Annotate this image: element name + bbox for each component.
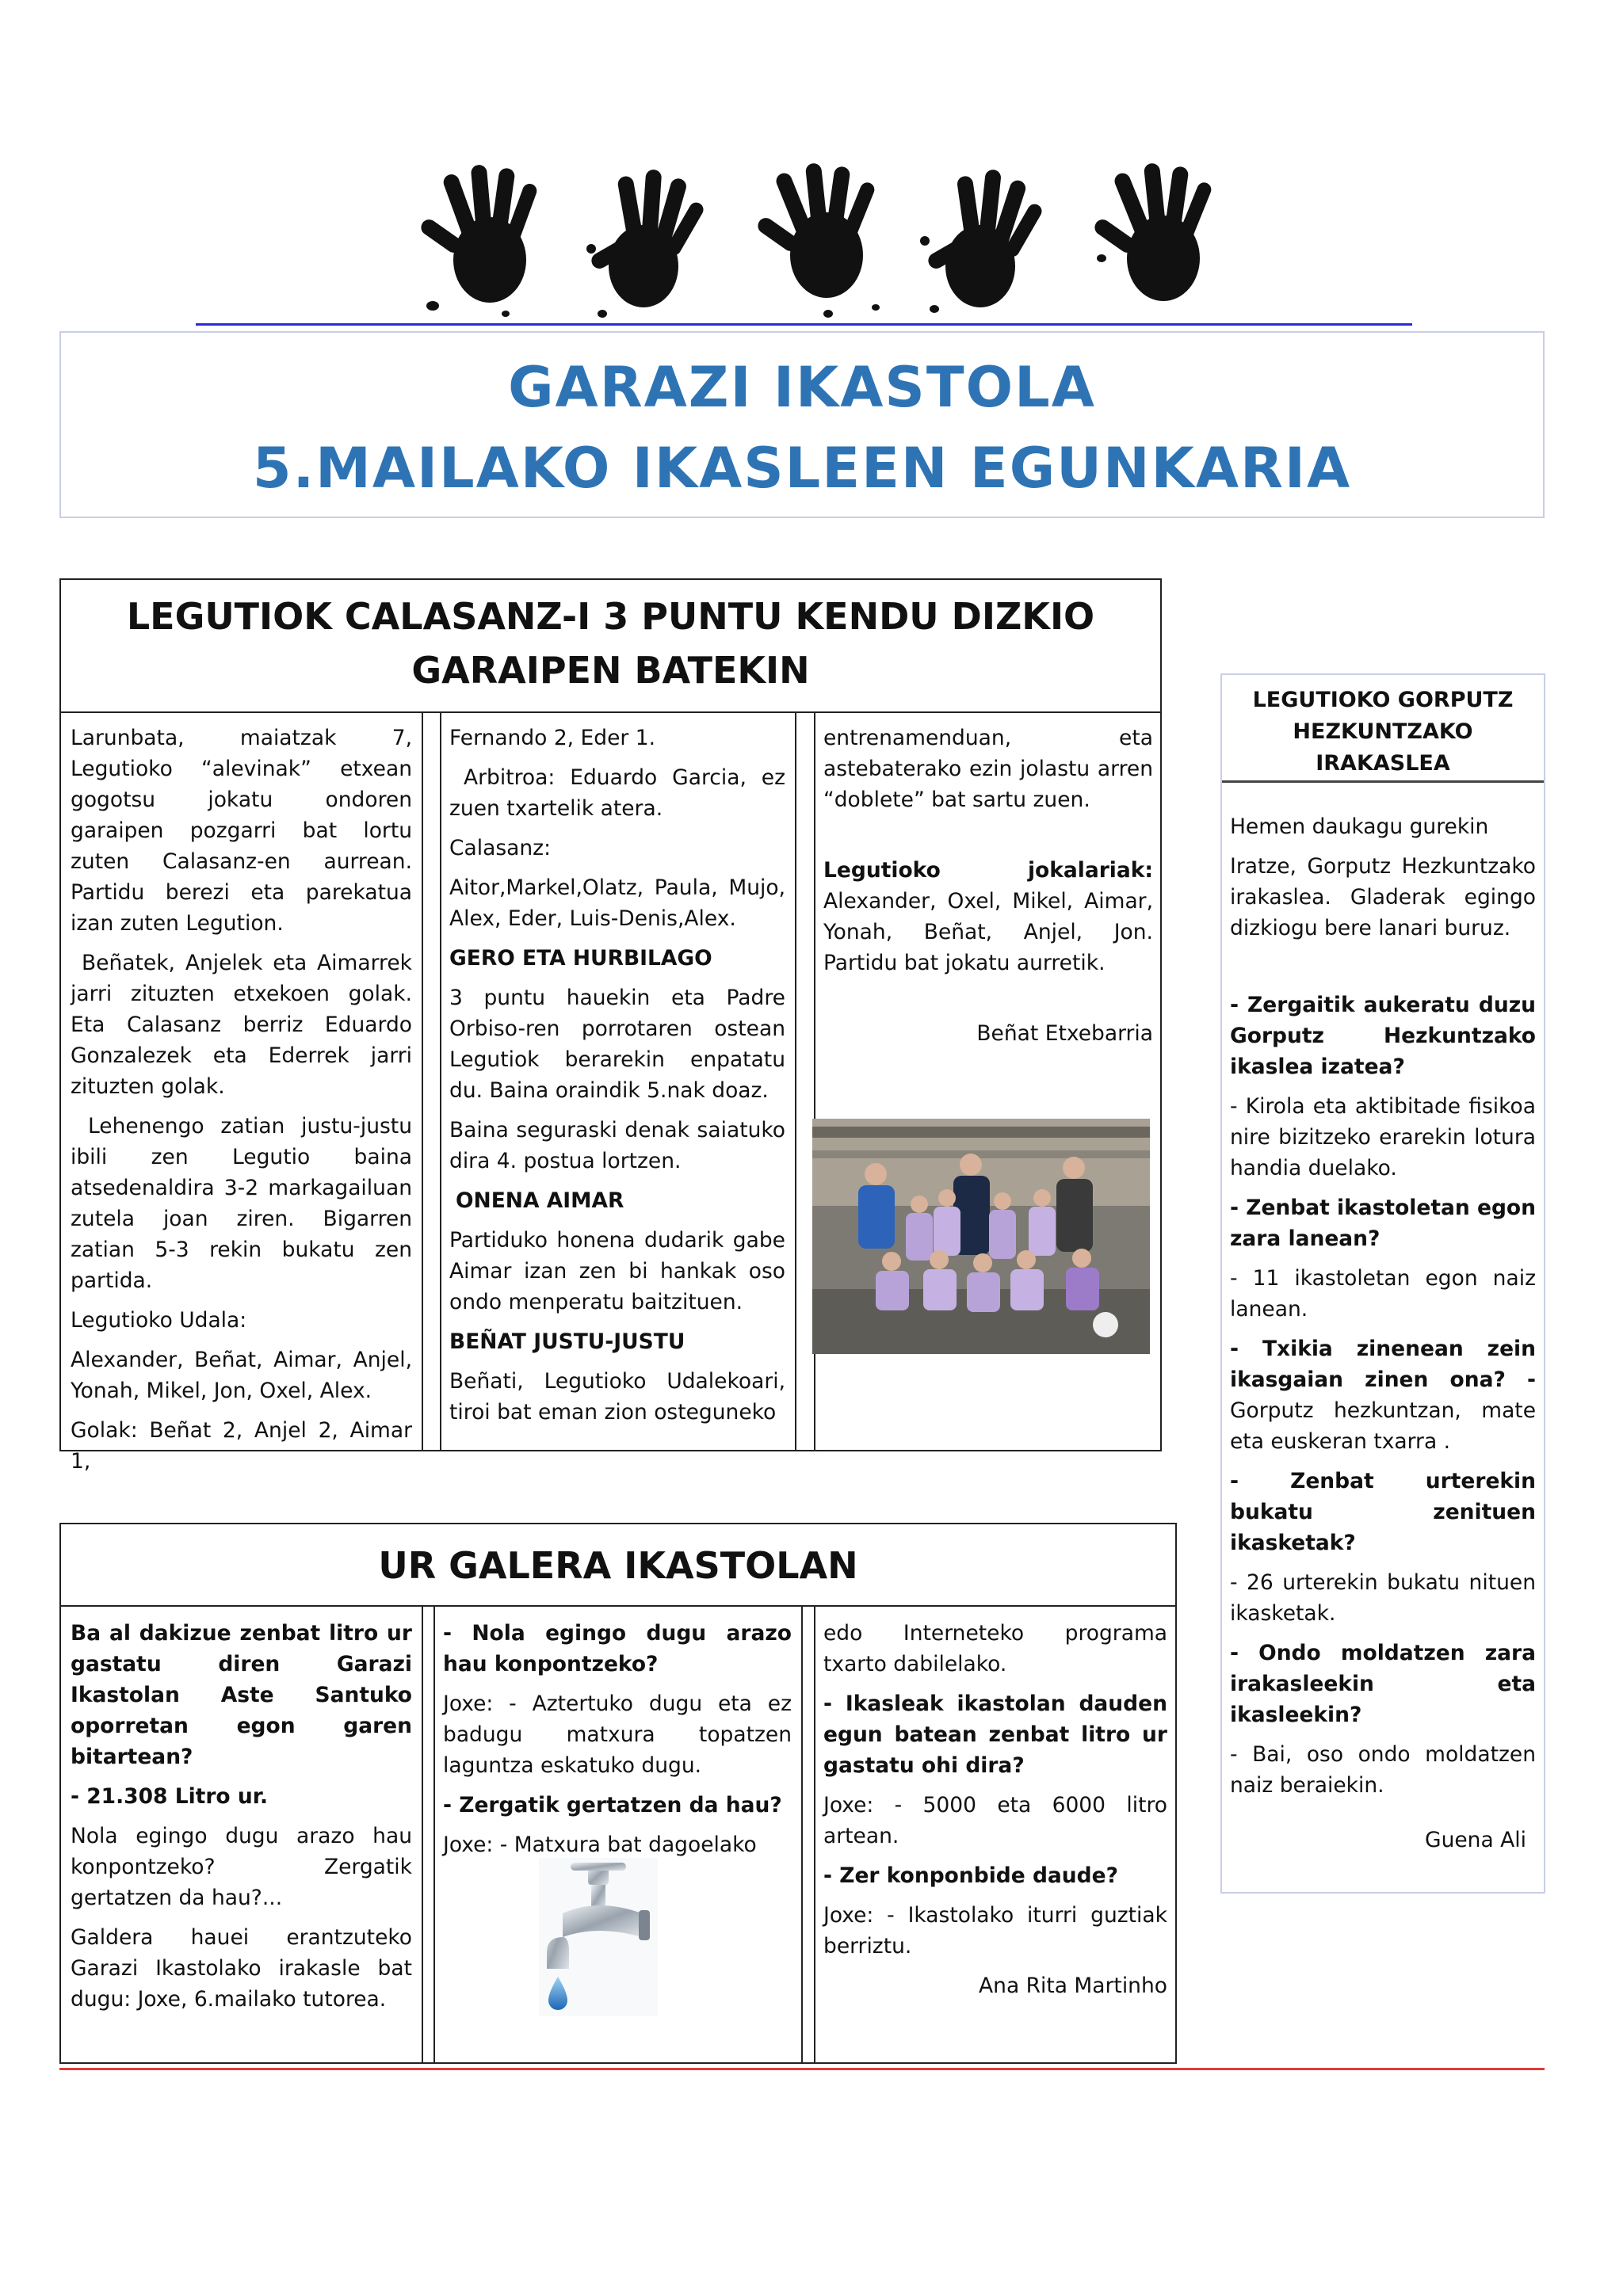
question: - Zergatik gertatzen da hau? <box>443 1793 782 1817</box>
question: - Zer konponbide daude? <box>823 1863 1118 1888</box>
column-divider <box>422 713 423 1451</box>
players-list: Alexander, Oxel, Mikel, Aimar, Yonah, Beñat, Anjel, Jon. Partidu bat jokatu aurretik. <box>823 889 1153 975</box>
sidebar-body <box>1222 811 1544 1864</box>
column-divider <box>795 713 796 1451</box>
players-label: Legutioko jokalariak: <box>823 858 1153 883</box>
paragraph: Nola egingo dugu arazo hau konpontzeko? Zergatik gertatzen da hau?... <box>71 1824 412 1910</box>
paragraph: Partiduko honena dudarik gabe Aimar izan zen bi hankak oso ondo menperatu baitzituen. <box>449 1228 785 1314</box>
hand-print-icon <box>749 158 892 325</box>
question: - Zenbat urterekin bukatu zenituen ikasketak? <box>1230 1469 1536 1555</box>
article-water-headline <box>61 1524 1175 1607</box>
paragraph: Iratze, Gorputz Hezkuntzako irakaslea. Gladerak egingo dizkiogu bere lanari buruz. <box>1230 854 1536 940</box>
answer: Joxe: - Aztertuko dugu eta ez badugu matxura topatzen laguntza eskatuko dugu. <box>443 1691 792 1778</box>
team-photo <box>812 1119 1150 1354</box>
sidebar-headline-line: LEGUTIOKO GORPUTZ <box>1252 688 1514 712</box>
byline: Ana Rita Martinho <box>979 1974 1167 1998</box>
paragraph: Alexander, Beñat, Aimar, Anjel, Yonah, Mikel, Jon, Oxel, Alex. <box>71 1348 412 1403</box>
sidebar-headline-line: HEZKUNTZAKO <box>1293 719 1473 744</box>
answer: Joxe: - Ikastolako iturri guztiak berriztu. <box>823 1903 1167 1958</box>
question: - Zenbat ikastoletan egon zara lanean? <box>1230 1196 1536 1251</box>
article-football-headline <box>61 580 1160 713</box>
headline: UR GALERA IKASTOLAN <box>378 1544 858 1587</box>
paragraph: Golak: Beñat 2, Anjel 2, Aimar 1, <box>71 1418 412 1474</box>
hand-print-icon <box>579 158 721 325</box>
headline-line-1: LEGUTIOK CALASANZ-I 3 PUNTU KENDU DIZKIO <box>126 595 1095 638</box>
paragraph: Beñatek, Anjelek eta Aimarrek jarri zituzten etxekoen golak. Eta Calasanz berriz Eduardo Gonzalezek eta Ederrek jarri zituzten golak. <box>71 951 412 1099</box>
paragraph: Fernando 2, Eder 1. <box>449 726 655 750</box>
question: Ba al dakizue zenbat litro ur gastatu diren Garazi Ikastolan Aste Santuko oporretan egon garen bitartean? <box>71 1621 412 1769</box>
footer-rule <box>59 2068 1545 2070</box>
column-divider <box>422 1607 423 2064</box>
hand-prints <box>400 158 1240 329</box>
paragraph: Baina seguraski denak saiatuko dira 4. postua lortzen. <box>449 1118 785 1173</box>
subheading: BEÑAT JUSTU-JUSTU <box>449 1329 685 1354</box>
paragraph: entrenamenduan, eta astebaterako ezin jolastu arren “doblete” bat sartu zuen. <box>823 726 1153 812</box>
paragraph: Hemen daukagu gurekin <box>1230 814 1489 839</box>
paragraph: Galdera hauei erantzuteko Garazi Ikastolako irakasle bat dugu: Joxe, 6.mailako tutorea. <box>71 1925 412 2012</box>
hand-print-icon <box>412 158 555 325</box>
newspaper-title: 5.MAILAKO IKASLEEN EGUNKARIA <box>252 436 1352 501</box>
faucet-icon <box>539 1858 658 2016</box>
subheading: GERO ETA HURBILAGO <box>449 946 712 971</box>
answer: - Kirola eta aktibitade fisikoa nire bizitzeko erarekin lotura handia duelako. <box>1230 1094 1536 1180</box>
article-football-col-2 <box>440 723 795 1436</box>
article-football-col-3 <box>814 723 1163 1058</box>
answer: Gorputz hezkuntzan, mate eta euskeran txarra . <box>1230 1398 1536 1454</box>
question: - Nola egingo dugu arazo hau konpontzeko? <box>443 1621 792 1676</box>
article-water-col-3 <box>814 1618 1177 2010</box>
article-water-col-1 <box>61 1618 422 2023</box>
paragraph: edo Interneteko programa txarto dabilelako. <box>823 1621 1167 1676</box>
paragraph: Calasanz: <box>449 836 552 860</box>
subheading: ONENA AIMAR <box>456 1188 624 1213</box>
column-divider <box>801 1607 803 2064</box>
paragraph: Legutioko Udala: <box>71 1308 247 1333</box>
byline: Beñat Etxebarria <box>976 1021 1153 1046</box>
paragraph: 3 puntu hauekin eta Padre Orbiso-ren porrotaren ostean Legutiok berarekin enpatatu du. Baina oraindik 5.nak doaz. <box>449 986 785 1103</box>
answer: Joxe: - 5000 eta 6000 litro artean. <box>823 1793 1167 1848</box>
sidebar-interview <box>1220 673 1545 1894</box>
masthead <box>59 331 1545 518</box>
hand-print-icon <box>1086 158 1228 325</box>
answer: Joxe: - Matxura bat dagoelako <box>443 1833 757 1857</box>
paragraph: Beñati, Legutioko Udalekoari, tiroi bat eman zion osteguneko <box>449 1369 785 1425</box>
article-football-col-1 <box>61 723 422 1486</box>
question: - Txikia zinenean zein ikasgaian zinen ona? - <box>1230 1337 1536 1392</box>
answer: - Bai, oso ondo moldatzen naiz beraiekin. <box>1230 1742 1536 1798</box>
paragraph: Larunbata, maiatzak 7, Legutioko “alevinak” etxean gogotsu jokatu ondoren garaipen pozgarri bat lortu zuten Calasanz-en aurrean. Partidu berezi eta parekatua izan zuten Legution. <box>71 726 412 936</box>
school-name: GARAZI IKASTOLA <box>508 355 1096 420</box>
question: - Ondo moldatzen zara irakasleekin eta ikasleekin? <box>1230 1641 1536 1727</box>
sidebar-headline <box>1222 675 1544 783</box>
paragraph: Aitor,Markel,Olatz, Paula, Mujo, Alex, Eder, Luis-Denis,Alex. <box>449 875 785 931</box>
headline-line-2: GARAIPEN BATEKIN <box>411 649 810 692</box>
article-water-col-2 <box>433 1618 801 1869</box>
question: - Zergaitik aukeratu duzu Gorputz Hezkuntzako ikaslea izatea? <box>1230 993 1536 1079</box>
answer: - 11 ikastoletan egon naiz lanean. <box>1230 1266 1536 1322</box>
masthead-rule <box>196 323 1412 326</box>
question: - Ikasleak ikastolan dauden egun batean zenbat litro ur gastatu ohi dira? <box>823 1691 1167 1778</box>
paragraph: Arbitroa: Eduardo Garcia, ez zuen txartelik atera. <box>449 765 785 821</box>
hand-print-icon <box>915 158 1058 325</box>
paragraph: Lehenengo zatian justu-justu ibili zen Legutio baina atsedenaldira 3-2 markagailuan zutela joan ziren. Bigarren zatian 5-3 rekin bukatu zen partida. <box>71 1114 412 1293</box>
answer: - 26 urterekin bukatu nituen ikasketak. <box>1230 1570 1536 1626</box>
sidebar-headline-line: IRAKASLEA <box>1316 751 1450 776</box>
byline: Guena Ali <box>1425 1828 1526 1852</box>
answer: - 21.308 Litro ur. <box>71 1784 269 1809</box>
